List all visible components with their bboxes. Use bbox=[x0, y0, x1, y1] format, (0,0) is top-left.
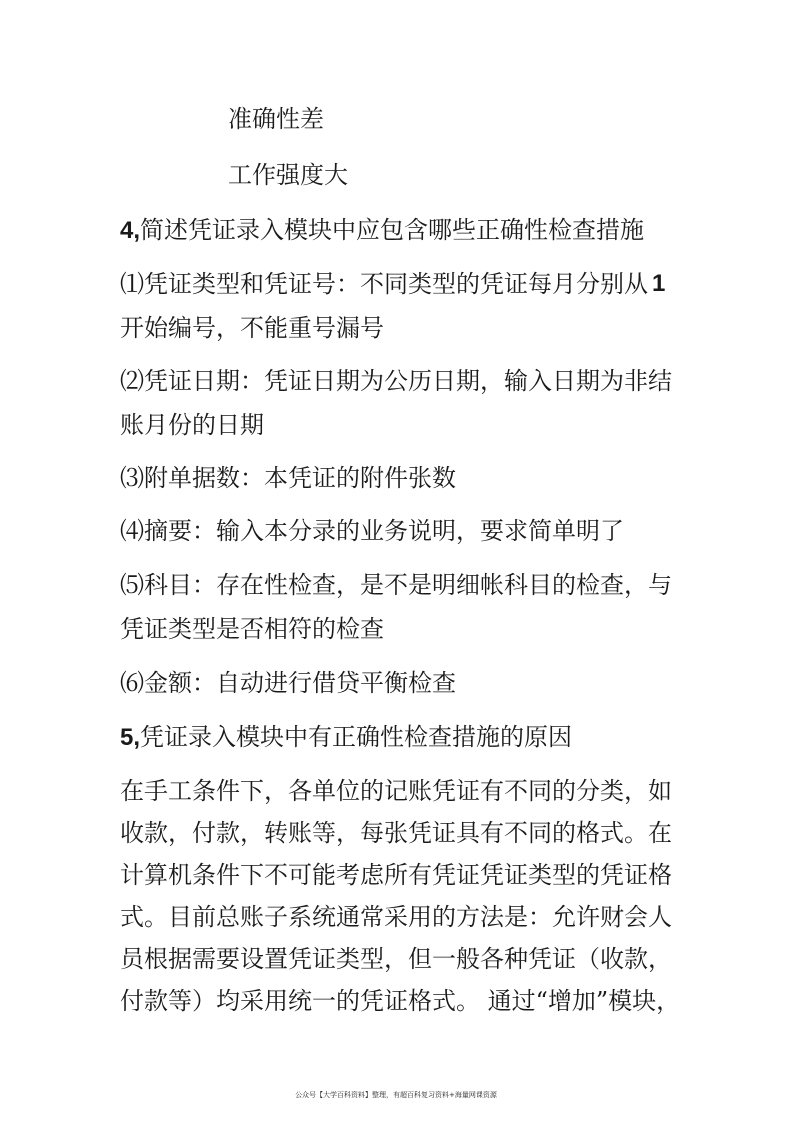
text-line: 计算机条件下不可能考虑所有凭证凭证类型的凭证格 bbox=[120, 861, 672, 889]
text-line: ⑹金额：自动进行借贷平衡检查 bbox=[120, 669, 456, 697]
text-line: 式。目前总账子系统通常采用的方法是：允许财会人 bbox=[120, 903, 672, 931]
text-line: ⑵凭证日期：凭证日期为公历日期，输入日期为非结 bbox=[120, 367, 672, 395]
question-4-heading bbox=[120, 215, 644, 246]
question-number: 4, bbox=[120, 217, 141, 244]
text-line: 员根据需要设置凭证类型，但一般各种凭证（收款， bbox=[120, 945, 672, 973]
number-one: 1 bbox=[652, 270, 666, 297]
text-line: 在手工条件下，各单位的记账凭证有不同的分类，如 bbox=[120, 777, 672, 805]
text-line: 付款等）均采用统一的凭证格式。 通过“增加”模块， bbox=[120, 987, 681, 1015]
text-line: 账月份的日期 bbox=[120, 411, 264, 439]
text-line: ⑶附单据数：本凭证的附件张数 bbox=[120, 464, 456, 492]
text-line: 凭证类型是否相符的检查 bbox=[120, 615, 384, 643]
question-text: 简述凭证录入模块中应包含哪些正确性检查措施 bbox=[140, 216, 645, 244]
text-line: 收款，付款，转账等，每张凭证具有不同的格式。在 bbox=[120, 819, 672, 847]
text-line: 工作强度大 bbox=[228, 161, 348, 189]
question-5-heading bbox=[120, 722, 572, 753]
text-line: ⑸科目：存在性检查，是不是明细帐科目的检查，与 bbox=[120, 571, 672, 599]
text-line: ⑴凭证类型和凭证号：不同类型的凭证每月分别从 bbox=[120, 270, 648, 298]
text-line: ⑷摘要：输入本分录的业务说明，要求简单明了 bbox=[120, 517, 624, 545]
page-footer: 公众号【大学百科资料】整理，有超百科复习资料+海量网课资源 bbox=[295, 1091, 497, 1099]
text-line: 开始编号，不能重号漏号 bbox=[120, 314, 384, 342]
question-number: 5, bbox=[120, 724, 141, 751]
question-text: 凭证录入模块中有正确性检查措施的原因 bbox=[140, 723, 573, 751]
text-line: 准确性差 bbox=[228, 105, 324, 133]
